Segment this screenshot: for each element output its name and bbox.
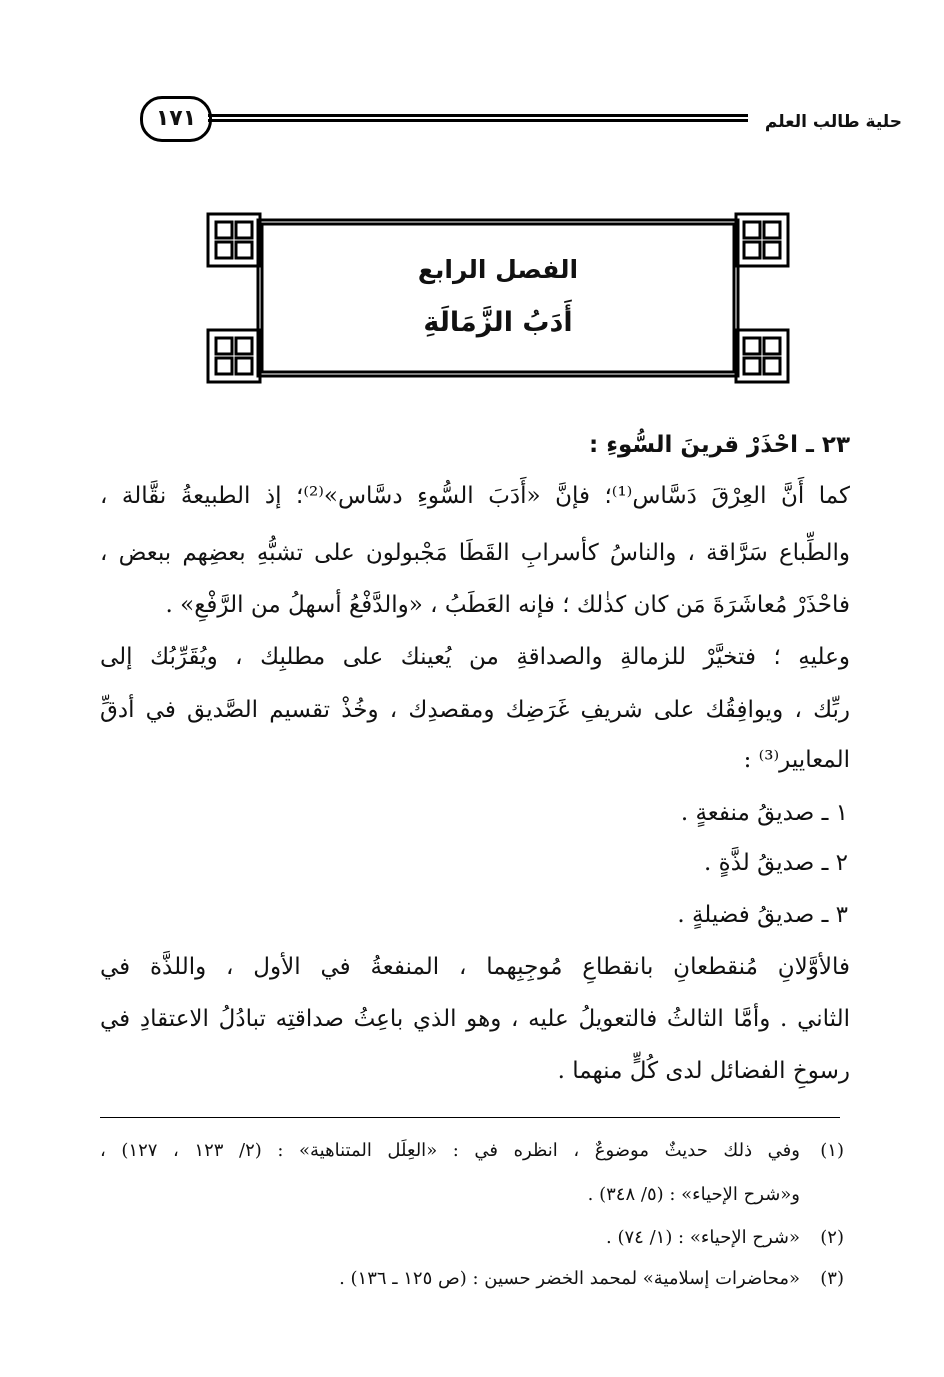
footnote-number: (٢) xyxy=(820,1227,844,1248)
list-item: ٢ ـ صديقُ لذَّةٍ . xyxy=(704,850,848,876)
footnote-number: (١) xyxy=(820,1140,844,1161)
paragraph-line: فاحْذَرْ مُعاشَرَةَ مَن كان كذٰلك ؛ فإنه العَطَبُ ، «والدَّفْعُ أسهلُ من الرَّفْعِ» . xyxy=(165,592,850,618)
paragraph-line: كما أَنَّ العِرْقَ دَسَّاس⁽¹⁾؛ فإنَّ «أَدَبَ السُّوءِ دسَّاس»⁽²⁾؛ إذ الطبيعةُ نقَّالة ، xyxy=(100,483,851,509)
footnote-text: «شرح الإحياء» : (١/ ٧٤) . xyxy=(606,1227,800,1248)
footnote-number: (٣) xyxy=(820,1268,844,1289)
list-item: ١ ـ صديقُ منفعةٍ . xyxy=(680,800,848,826)
section-heading: ٢٣ ـ احْذَرْ قرينَ السُّوءِ : xyxy=(589,432,850,458)
header-rule xyxy=(208,114,748,128)
paragraph-line: رسوخِ الفضائل لدى كُلٍّ منهما . xyxy=(557,1058,850,1084)
list-item: ٣ ـ صديقُ فضيلةٍ . xyxy=(677,902,848,928)
paragraph-line: وعليهِ ؛ فتخيَّرْ للزمالةِ والصداقةِ من يُعينك على مطلبِك ، ويُقَرِّبُك إلى xyxy=(100,644,850,670)
footnote-text: و«شرح الإحياء» : (٥/ ٣٤٨) . xyxy=(587,1184,800,1205)
chapter-title: الفصل الرابع xyxy=(417,255,579,284)
chapter-subtitle: أَدَبُ الزَّمَالَةِ xyxy=(423,307,573,338)
footnote-text: «محاضرات إسلامية» لمحمد الخضر حسين : (ص ١٢٥ ـ ١٣٦) . xyxy=(339,1268,800,1289)
paragraph-line: ربِّك ، ويوافِقُك على شريفِ غَرَضِك ومقصدِك ، وخُذْ تقسيم الصَّديق في أدقِّ xyxy=(100,697,850,723)
running-title: حلية طالب العلم xyxy=(764,112,902,132)
paragraph-line: الثاني . وأمَّا الثالثُ فالتعويلُ عليه ، وهو الذي باعِثُ صداقتِه تبادُلُ الاعتقادِ في xyxy=(100,1006,850,1032)
footnote-text: وفي ذلك حديثٌ موضوعٌ ، انظره في : «العِلَل المتناهية» : (٢/ ١٢٣ ، ١٢٧) ، xyxy=(100,1140,800,1161)
paragraph-line: فالأوَّلانِ مُنقطعانِ بانقطاعِ مُوجِبِهما ، المنفعةُ في الأول ، واللذَّة في xyxy=(100,954,850,980)
ornamental-border-icon xyxy=(206,212,790,384)
chapter-frame xyxy=(206,212,790,384)
paragraph-line: المعايير⁽³⁾ : xyxy=(743,747,850,773)
paragraph-line: والطِّباع سَرَّاقة ، والناسُ كأسرابِ القَطَا مَجْبولون على تشبُّهِ بعضِهم ببعض ، xyxy=(100,540,850,566)
page-number: ١٧١ xyxy=(140,96,212,142)
footnote-rule xyxy=(100,1117,840,1118)
